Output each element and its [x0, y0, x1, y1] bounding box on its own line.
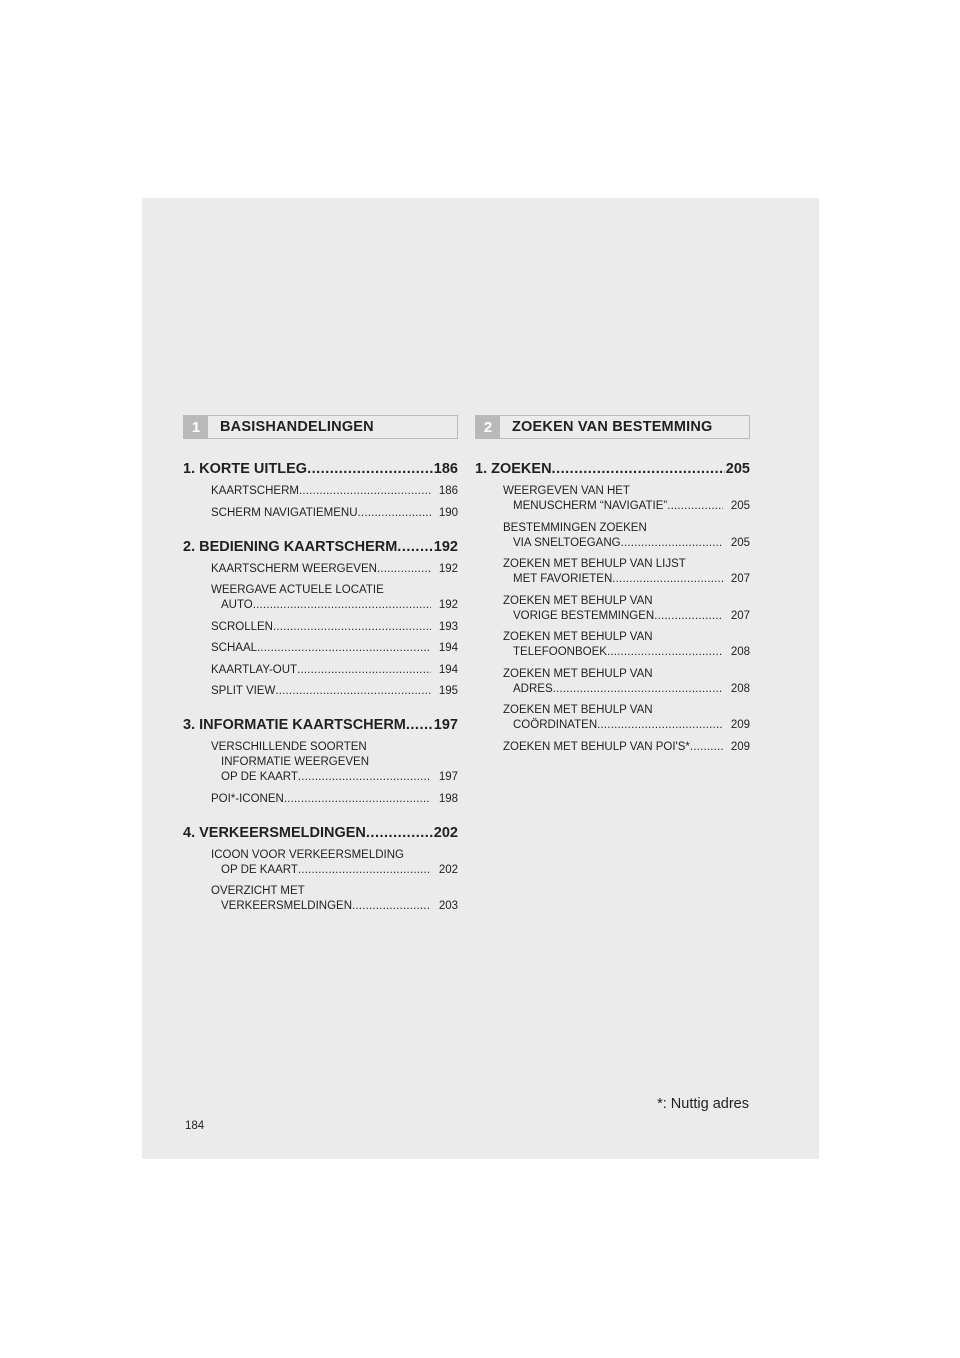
dot-leader — [690, 740, 723, 755]
dot-leader — [597, 718, 723, 733]
toc-entry — [503, 740, 750, 755]
manual-page — [142, 198, 819, 1159]
entry-title-line: POI*-ICONEN — [211, 792, 284, 805]
dot-leader — [377, 562, 431, 577]
entry-last-line — [503, 718, 750, 733]
entry-title-line: COÖRDINATEN — [513, 719, 598, 731]
toc-entry — [503, 594, 750, 624]
dot-leader — [366, 823, 433, 843]
entry-page-number: 193 — [438, 620, 458, 633]
dot-leader — [667, 499, 723, 514]
toc-column-right — [475, 415, 750, 771]
entry-last-line — [503, 645, 750, 660]
toc-entry — [211, 583, 458, 613]
chapter-heading — [183, 823, 458, 843]
section-header — [475, 415, 750, 439]
dot-leader — [298, 770, 431, 785]
chapter-list — [183, 459, 458, 914]
dot-leader — [612, 572, 723, 587]
entry-last-line — [503, 499, 750, 514]
entry-last-line — [211, 684, 458, 699]
page-number: 184 — [185, 1120, 205, 1132]
section-number: 1 — [184, 416, 208, 438]
entry-page-number: 186 — [438, 485, 458, 497]
entry-title-line: ZOEKEN MET BEHULP VAN POI'S* — [503, 740, 690, 753]
chapter-items — [503, 484, 750, 755]
toc-entry — [211, 641, 458, 656]
dot-leader — [253, 598, 431, 613]
chapter-heading — [183, 537, 458, 557]
entry-page-number: 202 — [438, 863, 458, 876]
toc-entry — [503, 521, 750, 551]
entry-last-line — [211, 484, 458, 499]
entry-page-number: 192 — [438, 599, 458, 611]
section-number: 2 — [476, 416, 500, 438]
toc-column-left — [183, 415, 458, 930]
chapter-items — [211, 484, 458, 521]
dot-leader — [406, 715, 433, 735]
dot-leader — [273, 620, 431, 635]
entry-title-line: OP DE KAART — [221, 771, 298, 783]
entry-last-line — [211, 863, 458, 878]
dot-leader — [284, 792, 431, 807]
entry-title-line: VERSCHILLENDE SOORTEN — [211, 741, 367, 753]
toc-chapter — [183, 823, 458, 915]
entry-page-number: 203 — [438, 900, 458, 912]
entry-page-number: 209 — [730, 740, 750, 753]
chapter-page-number: 197 — [433, 717, 458, 733]
chapter-items — [211, 848, 458, 915]
toc-entry — [211, 484, 458, 499]
chapter-title: 1. ZOEKEN — [475, 461, 552, 477]
toc-chapter — [183, 537, 458, 700]
entry-page-number: 208 — [730, 682, 750, 695]
dot-leader — [307, 459, 433, 479]
dot-leader — [553, 682, 723, 697]
section-title: BASISHANDELINGEN — [220, 419, 374, 435]
entry-title-line: ZOEKEN MET BEHULP VAN — [503, 594, 653, 607]
dot-leader — [257, 641, 431, 656]
entry-last-line — [503, 740, 750, 755]
entry-title-line: TELEFOONBOEK — [513, 646, 607, 658]
entry-title-line: SCHERM NAVIGATIEMENU — [211, 506, 358, 519]
toc-chapter — [183, 715, 458, 807]
entry-title-line: KAARTSCHERM — [211, 485, 299, 497]
dot-leader — [298, 863, 431, 878]
entry-title-line: WEERGAVE ACTUELE LOCATIE — [211, 584, 384, 596]
chapter-page-number: 205 — [725, 461, 750, 477]
entry-page-number: 198 — [438, 792, 458, 805]
entry-title-line: OP DE KAART — [221, 863, 298, 876]
entry-title-line: KAARTLAY-OUT — [211, 663, 298, 676]
chapter-title: 3. INFORMATIE KAARTSCHERM — [183, 717, 406, 733]
entry-title-line: KAARTSCHERM WEERGEVEN — [211, 562, 377, 575]
entry-page-number: 194 — [438, 663, 458, 676]
toc-chapter — [183, 459, 458, 521]
toc-entry — [211, 562, 458, 577]
entry-page-number: 194 — [438, 642, 458, 654]
entry-title-line: SCHAAL — [211, 642, 258, 654]
entry-title-line: ZOEKEN MET BEHULP VAN LIJST — [503, 558, 686, 570]
entry-page-number: 205 — [730, 500, 750, 512]
entry-page-number: 207 — [730, 609, 750, 622]
entry-last-line — [211, 562, 458, 577]
chapter-heading — [475, 459, 750, 479]
entry-title-line: ICOON VOOR VERKEERSMELDING — [211, 848, 404, 861]
entry-title-line: VIA SNELTOEGANG — [513, 536, 621, 549]
entry-last-line — [211, 620, 458, 635]
entry-last-line — [211, 506, 458, 521]
entry-title-line: MENUSCHERM “NAVIGATIE” — [513, 500, 668, 512]
toc-chapter — [475, 459, 750, 755]
entry-title-line: MET FAVORIETEN — [513, 573, 613, 585]
entry-title-line: ZOEKEN MET BEHULP VAN — [503, 704, 653, 716]
chapter-heading — [183, 459, 458, 479]
entry-last-line — [503, 572, 750, 587]
entry-last-line — [503, 682, 750, 697]
toc-entry — [211, 740, 458, 785]
toc-entry — [211, 506, 458, 521]
dot-leader — [358, 506, 431, 521]
entry-title-line: BESTEMMINGEN ZOEKEN — [503, 521, 647, 534]
entry-last-line — [211, 770, 458, 785]
dot-leader — [299, 484, 431, 499]
entry-last-line — [211, 641, 458, 656]
entry-title-line: INFORMATIE WEERGEVEN — [221, 756, 370, 768]
chapter-page-number: 192 — [433, 538, 458, 555]
entry-title-line: VERKEERSMELDINGEN — [221, 900, 353, 912]
toc-entry — [503, 667, 750, 697]
entry-title-line: ZOEKEN MET BEHULP VAN — [503, 667, 653, 680]
dot-leader — [397, 537, 433, 557]
dot-leader — [607, 645, 723, 660]
toc-entry — [211, 663, 458, 678]
toc-entry — [211, 884, 458, 914]
section-header — [183, 415, 458, 439]
chapter-title: 4. VERKEERSMELDINGEN — [183, 824, 366, 841]
entry-title-line: SPLIT VIEW — [211, 685, 276, 697]
toc-entry — [503, 557, 750, 587]
chapter-list — [475, 459, 750, 755]
entry-title-line: WEERGEVEN VAN HET — [503, 485, 630, 497]
entry-last-line — [211, 792, 458, 807]
toc-entry — [503, 703, 750, 733]
entry-page-number: 208 — [730, 646, 750, 658]
entry-last-line — [211, 899, 458, 914]
chapter-items — [211, 740, 458, 807]
dot-leader — [297, 663, 431, 678]
toc-entry — [211, 792, 458, 807]
entry-page-number: 207 — [730, 573, 750, 585]
chapter-page-number: 202 — [433, 824, 458, 841]
toc-entry — [211, 848, 458, 878]
toc-entry — [211, 620, 458, 635]
entry-page-number: 192 — [438, 562, 458, 575]
toc-entry — [503, 484, 750, 514]
entry-page-number: 197 — [438, 771, 458, 783]
chapter-items — [211, 562, 458, 700]
dot-leader — [552, 459, 725, 479]
section-title: ZOEKEN VAN BESTEMMING — [512, 419, 713, 435]
entry-page-number: 190 — [438, 506, 458, 519]
footnote: *: Nuttig adres — [657, 1096, 749, 1112]
dot-leader — [654, 609, 723, 624]
entry-title-line: OVERZICHT MET — [211, 885, 305, 897]
entry-title-line: SCROLLEN — [211, 620, 273, 633]
entry-last-line — [211, 598, 458, 613]
entry-page-number: 205 — [730, 536, 750, 549]
dot-leader — [352, 899, 431, 914]
toc-entry — [503, 630, 750, 660]
entry-page-number: 209 — [730, 719, 750, 731]
entry-last-line — [503, 536, 750, 551]
dot-leader — [621, 536, 723, 551]
toc-entry — [211, 684, 458, 699]
entry-title-line: ADRES — [513, 682, 553, 695]
chapter-title: 2. BEDIENING KAARTSCHERM — [183, 538, 398, 555]
entry-last-line — [503, 609, 750, 624]
dot-leader — [275, 684, 430, 699]
chapter-heading — [183, 715, 458, 735]
chapter-page-number: 186 — [433, 461, 458, 477]
entry-title-line: AUTO — [221, 599, 253, 611]
entry-page-number: 195 — [438, 685, 458, 697]
chapter-title: 1. KORTE UITLEG — [183, 461, 308, 477]
entry-title-line: ZOEKEN MET BEHULP VAN — [503, 631, 653, 643]
entry-title-line: VORIGE BESTEMMINGEN — [513, 609, 655, 622]
entry-last-line — [211, 663, 458, 678]
